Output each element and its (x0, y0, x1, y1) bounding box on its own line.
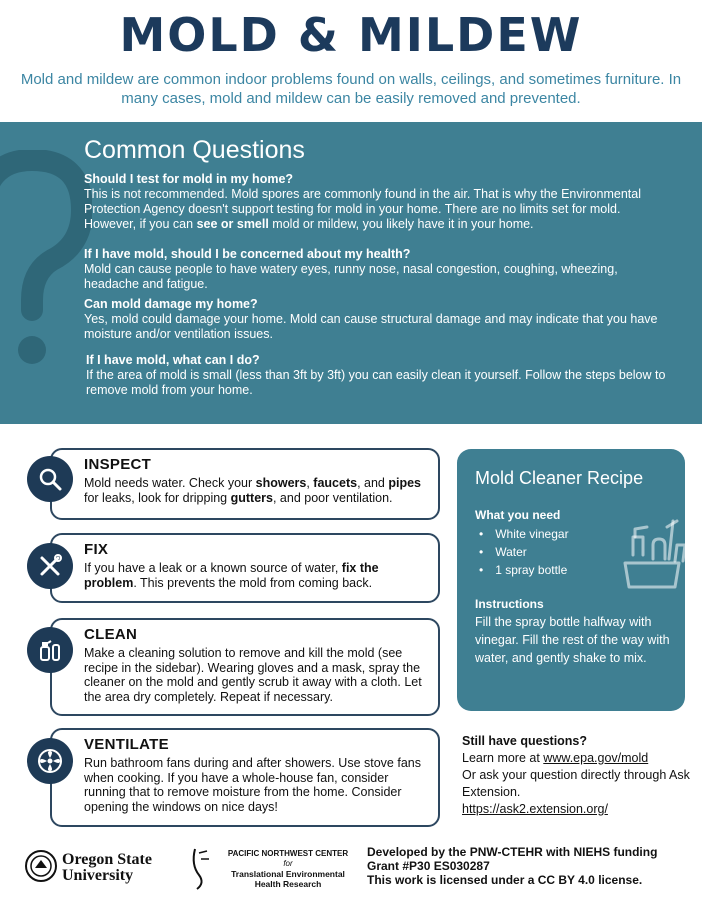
faq-question: If I have mold, should I be concerned about my health? (84, 247, 411, 261)
recipe-ingredient-list (479, 525, 569, 579)
inspect-step-card (50, 448, 440, 520)
recipe-title: Mold Cleaner Recipe (475, 468, 644, 488)
epa-mold-link[interactable]: www.epa.gov/mold (543, 751, 649, 765)
learn-more-line: Learn more at www.epa.gov/mold (462, 751, 649, 765)
mold-cleaner-recipe-card (457, 449, 685, 711)
step-body: Run bathroom fans during and after showers. Use stove fans when cooking. If you have a whole-house fan, consider running that to remove moisture from the home. Consider opening the windows on nice days! (84, 756, 421, 814)
step-title: CLEAN (84, 626, 138, 643)
intro-paragraph: Mold and mildew are common indoor problems found on walls, ceilings, and sometimes furniture. In many cases, mold and mildew can be easily removed and prevented. (20, 71, 682, 107)
faq-answer: Mold can cause people to have watery eyes, runny nose, nasal congestion, coughing, wheezing, headache and fatigue. (84, 262, 618, 291)
step-title: FIX (84, 541, 109, 558)
oregon-state-university-logo (24, 846, 174, 894)
magnifier-icon (27, 456, 73, 502)
cleaning-supplies-icon (617, 515, 687, 595)
common-questions-section (0, 122, 702, 424)
faq-answer: If the area of mold is small (less than 3ft by 3ft) you can easily clean it yourself. Follow the steps below to remove mold from your home. (86, 368, 666, 397)
recipe-instructions: Fill the spray bottle halfway with vinegar. Fill the rest of the way with water, and gently shake to mix. (475, 615, 670, 665)
faq-item (84, 247, 664, 292)
pnw-emblem-icon (189, 845, 213, 891)
ventilate-step-card (50, 728, 440, 827)
list-item: • 1 spray bottle (479, 561, 569, 579)
list-item: • Water (479, 543, 569, 561)
step-body: Mold needs water. Check your showers, faucets, and pipes for leaks, look for dripping gutters, and poor ventilation. (84, 476, 422, 505)
question-mark-icon (0, 150, 92, 380)
ask-extension-text: Or ask your question directly through Ask Extension. (462, 768, 690, 799)
faq-item (84, 172, 664, 232)
still-heading: Still have questions? (462, 734, 588, 748)
fan-icon (27, 738, 73, 784)
faq-question: If I have mold, what can I do? (86, 353, 260, 367)
faq-question: Can mold damage my home? (84, 297, 258, 311)
step-title: INSPECT (84, 456, 152, 473)
osu-name-line2: University (62, 867, 134, 884)
faq-question: Should I test for mold in my home? (84, 172, 294, 186)
recipe-need-label: What you need (475, 508, 561, 522)
faq-item (86, 353, 666, 398)
faq-answer: Yes, mold could damage your home. Mold can cause structural damage and may indicate that you have moisture and/or ventilation issues. (84, 312, 658, 341)
credit-line: Grant #P30 ES030287 (367, 859, 490, 873)
pnw-line2: Translational Environmental (231, 869, 345, 879)
credit-line: Developed by the PNW-CTEHR with NIEHS funding (367, 845, 658, 859)
common-questions-heading: Common Questions (84, 136, 305, 164)
list-item: • White vinegar (479, 525, 569, 543)
tools-icon (27, 543, 73, 589)
faq-item (84, 297, 664, 342)
pnw-for: for (283, 859, 293, 868)
clean-step-card (50, 618, 440, 716)
ask-extension-link[interactable]: https://ask2.extension.org/ (462, 802, 608, 816)
osu-seal-icon (24, 846, 58, 886)
pnw-line1: PACIFIC NORTHWEST CENTER (227, 849, 349, 858)
pnw-ctehr-logo (189, 845, 359, 893)
spray-bottle-icon (27, 627, 73, 673)
credit-line: This work is licensed under a CC BY 4.0 license. (367, 873, 643, 887)
still-have-questions-block (462, 733, 692, 818)
pnw-line3: Health Research (254, 879, 322, 889)
step-body: If you have a leak or a known source of water, fix the problem. This prevents the mold from coming back. (84, 561, 379, 590)
faq-answer: This is not recommended. Mold spores are commonly found in the air. That is why the Environmental Protection Agency doesn't support testing for mold in your home. There are no limits set for mold. However, if you can see or smell mold or mildew, you likely have it in your home. (84, 187, 641, 231)
step-body: Make a cleaning solution to remove and kill the mold (see recipe in the sidebar). Wearing gloves and a mask, spray the cleaner on the mold and gently scrub it away with a cloth. Let the area dry completely. Repeat if necessary. (84, 646, 422, 704)
footer-credit (367, 845, 687, 887)
page-title: MOLD & MILDEW (119, 8, 583, 62)
osu-name-line1: Oregon State (62, 851, 152, 868)
recipe-instructions-label: Instructions (475, 597, 544, 611)
step-title: VENTILATE (84, 736, 169, 753)
fix-step-card (50, 533, 440, 603)
